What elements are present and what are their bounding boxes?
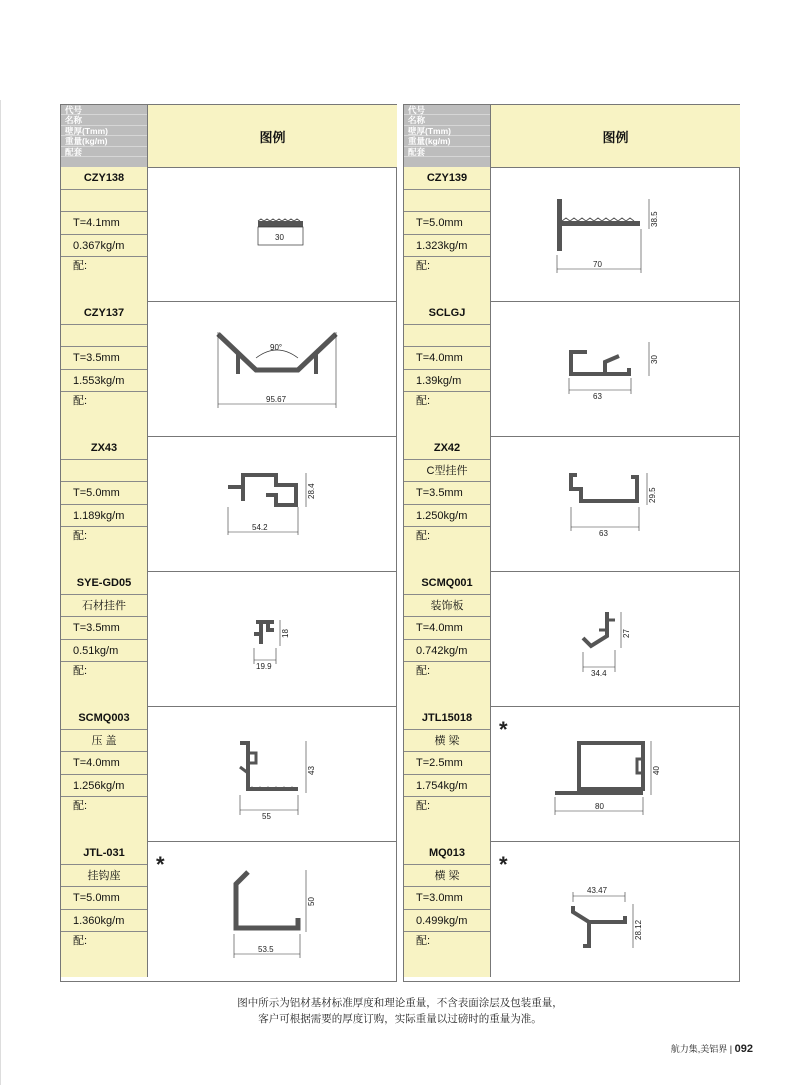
profile-mq013-svg (491, 842, 740, 977)
right-profile-table (403, 104, 740, 982)
dim-label: 80 (595, 802, 604, 811)
profile-weight: 0.51kg/m (61, 640, 147, 663)
profile-drawing (490, 572, 740, 707)
table-row (61, 437, 396, 572)
note-line-1: 图中所示为铝材基材标准厚度和理论重量，不含表面涂层及包装重量， (237, 997, 563, 1009)
header-legend-label: 图例 (147, 105, 397, 167)
profile-code: SCLGJ (404, 302, 490, 325)
profile-thickness: T=4.0mm (61, 752, 147, 775)
table-row (404, 167, 739, 302)
profile-name (404, 190, 490, 213)
profile-name (61, 190, 147, 213)
header-legend-label: 图例 (490, 105, 740, 167)
dim-label: 30 (650, 355, 659, 364)
profile-match: 配: (416, 260, 431, 272)
dim-label: 43.47 (587, 886, 608, 895)
profile-thickness: T=4.0mm (404, 347, 490, 370)
dim-label: 19.9 (256, 662, 272, 671)
header-match-label: 配套 (61, 147, 147, 157)
profile-match: 配: (416, 800, 431, 812)
profile-weight: 1.256kg/m (61, 775, 147, 798)
profile-code: CZY139 (404, 167, 490, 190)
profile-weight: 1.553kg/m (61, 370, 147, 393)
table-row (404, 707, 739, 842)
profile-scmq001-svg (491, 572, 740, 707)
profile-drawing (490, 167, 740, 302)
profile-drawing (490, 302, 740, 437)
profile-czy137-svg (148, 302, 397, 437)
dim-label: 30 (275, 233, 284, 242)
page-footer (671, 1042, 753, 1055)
dim-label: 18 (281, 629, 290, 638)
dim-label: 27 (622, 629, 631, 638)
profile-code: JTL-031 (61, 842, 147, 865)
profile-match: 配: (416, 395, 431, 407)
profile-match: 配: (416, 935, 431, 947)
profile-match: 配: (73, 260, 88, 272)
profile-thickness: T=3.5mm (61, 617, 147, 640)
profile-thickness: T=3.5mm (404, 482, 490, 505)
dim-label: 95.67 (266, 395, 287, 404)
table-row (61, 167, 396, 302)
profile-weight: 0.367kg/m (61, 235, 147, 258)
header-match-label: 配套 (404, 147, 490, 157)
profile-code: CZY138 (61, 167, 147, 190)
profile-name: 横 梁 (404, 730, 490, 753)
profile-drawing (147, 437, 397, 572)
profile-drawing (147, 302, 397, 437)
profile-code: ZX42 (404, 437, 490, 460)
star-mark: * (156, 852, 165, 877)
header-name-label: 名称 (61, 115, 147, 125)
dim-label: 53.5 (258, 945, 274, 954)
dim-label: 40 (652, 766, 661, 775)
profile-thickness: T=2.5mm (404, 752, 490, 775)
profile-jtl15018-svg (491, 707, 740, 842)
profile-name: 压 盖 (61, 730, 147, 753)
profile-syegd05-svg (148, 572, 397, 707)
profile-match: 配: (416, 665, 431, 677)
profile-jtl031-svg (148, 842, 397, 977)
header-fields (404, 105, 490, 167)
profile-drawing (147, 842, 397, 977)
table-row (61, 572, 396, 707)
header-code-label: 代号 (61, 105, 147, 115)
table-row (61, 842, 396, 977)
profile-match: 配: (73, 935, 88, 947)
profile-weight: 1.360kg/m (61, 910, 147, 933)
star-mark: * (499, 717, 508, 742)
profile-drawing (147, 167, 397, 302)
header-code-label: 代号 (404, 105, 490, 115)
profile-name: C型挂件 (404, 460, 490, 483)
footer-brand-text: 航力集,美铝界 (670, 1044, 728, 1054)
profile-name: 石材挂件 (61, 595, 147, 618)
profile-drawing (147, 707, 397, 842)
profile-code: SCMQ001 (404, 572, 490, 595)
profile-name: 挂钩座 (61, 865, 147, 888)
left-profile-table (60, 104, 397, 982)
profile-weight: 1.189kg/m (61, 505, 147, 528)
profile-drawing (490, 437, 740, 572)
profile-code: CZY137 (61, 302, 147, 325)
profile-thickness: T=4.1mm (61, 212, 147, 235)
profile-thickness: T=5.0mm (61, 887, 147, 910)
profile-weight: 1.39kg/m (404, 370, 490, 393)
header-fields (61, 105, 147, 167)
table-row (61, 302, 396, 437)
table-row (404, 437, 739, 572)
profile-name (61, 460, 147, 483)
profile-name: 装饰板 (404, 595, 490, 618)
dim-label: 28.12 (634, 919, 643, 940)
dim-label: 70 (593, 260, 602, 269)
profile-code: SCMQ003 (61, 707, 147, 730)
dim-label: 34.4 (591, 669, 607, 678)
profile-code: MQ013 (404, 842, 490, 865)
profile-match: 配: (73, 395, 88, 407)
profile-name: 横 梁 (404, 865, 490, 888)
footer-divider: | (729, 1044, 733, 1054)
header-weight-label: 重量(kg/m) (404, 136, 490, 146)
table-header (404, 105, 739, 168)
header-thickness-label: 壁厚(Tmm) (404, 126, 490, 136)
profile-drawing (147, 572, 397, 707)
profile-thickness: T=5.0mm (61, 482, 147, 505)
profile-weight: 1.323kg/m (404, 235, 490, 258)
profile-weight: 1.754kg/m (404, 775, 490, 798)
profile-czy138-svg (148, 167, 397, 302)
profile-zx42-svg (491, 437, 740, 572)
dim-label: 38.5 (650, 211, 659, 227)
profile-drawing (490, 842, 740, 977)
profile-weight: 1.250kg/m (404, 505, 490, 528)
profile-thickness: T=5.0mm (404, 212, 490, 235)
profile-thickness: T=3.0mm (404, 887, 490, 910)
dim-label: 54.2 (252, 523, 268, 532)
table-row (404, 572, 739, 707)
header-name-label: 名称 (404, 115, 490, 125)
profile-name (61, 325, 147, 348)
profile-weight: 0.742kg/m (404, 640, 490, 663)
profile-czy139-svg (491, 167, 740, 302)
note-line-2: 客户可根据需要的厚度订购，实际重量以过磅时的重量为准。 (258, 1013, 542, 1025)
dim-label: 55 (262, 812, 271, 821)
dim-label: 63 (593, 392, 602, 401)
table-row (404, 302, 739, 437)
profile-scmq003-svg (148, 707, 397, 842)
page-number: 092 (734, 1043, 753, 1055)
page-edge-line (0, 100, 1, 1085)
table-row (61, 707, 396, 842)
table-header (61, 105, 396, 168)
profile-zx43-svg (148, 437, 397, 572)
profile-match: 配: (73, 530, 88, 542)
profile-match: 配: (416, 530, 431, 542)
table-row (404, 842, 739, 977)
dim-label: 50 (307, 897, 316, 906)
profile-name (404, 325, 490, 348)
dim-label: 28.4 (307, 483, 316, 499)
dim-label: 63 (599, 529, 608, 538)
dim-label: 90° (270, 343, 283, 352)
profile-match: 配: (73, 665, 88, 677)
dim-label: 43 (307, 766, 316, 775)
header-weight-label: 重量(kg/m) (61, 136, 147, 146)
profile-sclgj-svg (491, 302, 740, 437)
header-thickness-label: 壁厚(Tmm) (61, 126, 147, 136)
profile-match: 配: (73, 800, 88, 812)
profile-drawing (490, 707, 740, 842)
profile-code: ZX43 (61, 437, 147, 460)
profile-code: JTL15018 (404, 707, 490, 730)
profile-weight: 0.499kg/m (404, 910, 490, 933)
profile-thickness: T=3.5mm (61, 347, 147, 370)
profile-code: SYE-GD05 (61, 572, 147, 595)
star-mark: * (499, 852, 508, 877)
profile-thickness: T=4.0mm (404, 617, 490, 640)
dim-label: 29.5 (648, 487, 657, 503)
